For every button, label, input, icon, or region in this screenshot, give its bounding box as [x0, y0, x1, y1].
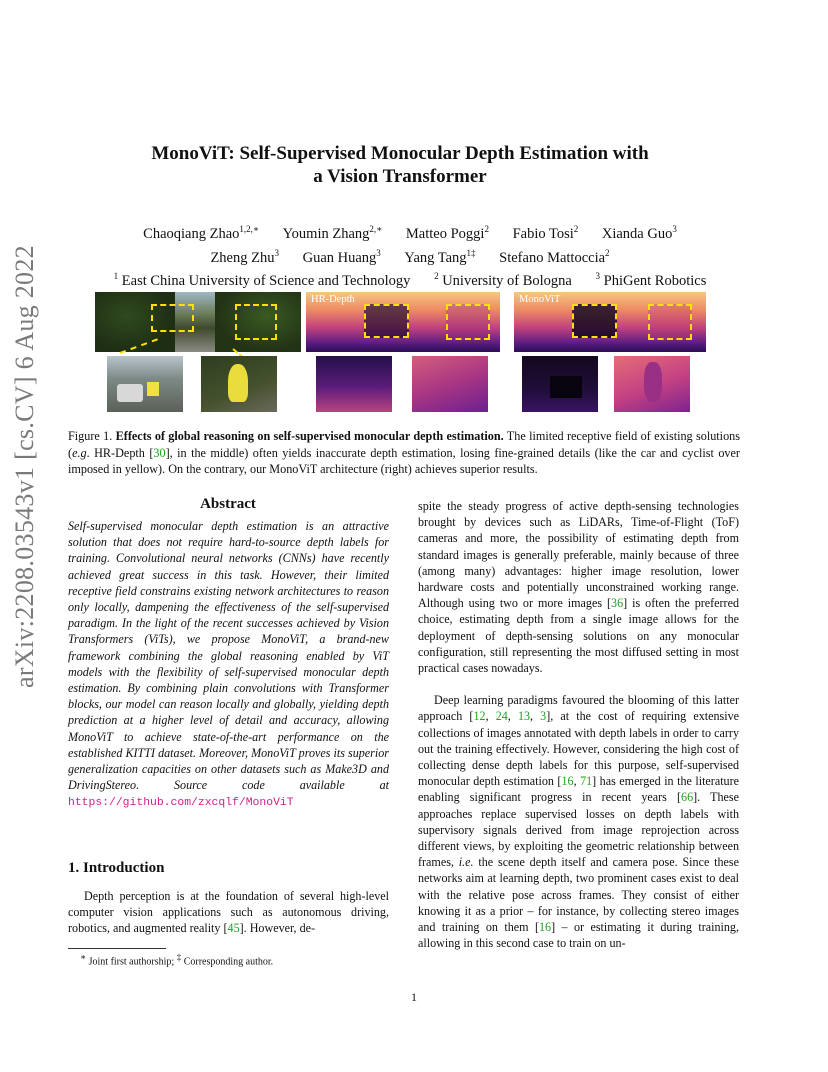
citation-link[interactable]: 30 — [153, 445, 166, 460]
citation-link[interactable]: 16 — [561, 774, 574, 789]
right-column-text — [418, 498, 739, 951]
hrdepth-crop-car — [316, 356, 392, 412]
authors-line-1 — [60, 220, 760, 244]
citation-link[interactable]: 36 — [611, 596, 624, 611]
footnote: ∗ Joint first authorship; ‡ Corresponding author. — [80, 952, 274, 968]
intro-paragraph: Depth perception is at the foundation of several high-level computer vision applications such as autonomous driving, robotics, and augmented reality [45]. However, de- — [68, 889, 389, 936]
citation-link[interactable]: 66 — [681, 790, 694, 805]
paragraph: Deep learning paradigms favoured the blooming of this latter approach [12, 24, 13, 3], at the cost of requiring extensive collections of images annotated with depth labels in order to carry out the training effectively. However, considering the high cost of collecting dense depth labels for this purpose, self-supervised monocular depth estimation [16, 71] has emerged in the literature enabling significant progress in recent years [66]. These approaches replace supervised losses on depth labels with supervisory signals derived from image reprojection across different views, by exploiting the geometric relationship between frames, i.e. the scene depth itself and camera pose. Since these networks aim at learning depth, two prominent cases exist to deal with the relative pose across frames. They consist of either knowing it as a prior – for instance, by collecting stereo images and training on them [16] – or estimating it during training, allowing in this second case to train on un- — [418, 693, 740, 951]
cyclist-highlight — [228, 364, 248, 402]
author: Stefano Mattoccia$^2$ — [499, 247, 610, 266]
abstract-heading: Abstract — [200, 496, 256, 512]
citation-link[interactable]: 71 — [580, 774, 593, 789]
citation-link[interactable]: 13 — [517, 709, 531, 724]
author: Youmin Zhang$^{2,∗}$ — [282, 224, 383, 242]
highlight-box — [235, 304, 277, 340]
hrdepth-depth-panel — [306, 292, 500, 352]
author: Fabio Tosi$^2$ — [512, 224, 579, 242]
affiliation: $^2$ University of Bologna — [434, 271, 572, 290]
highlight-box — [446, 304, 490, 340]
citation-link[interactable]: 45 — [227, 921, 240, 936]
title-line-2: a Vision Transformer — [313, 166, 487, 187]
car-depth-shape — [550, 376, 582, 398]
citation-link[interactable]: 16 — [539, 920, 552, 935]
affiliation: $^3$ PhiGent Robotics — [595, 271, 707, 290]
car-shape — [117, 384, 143, 402]
car-highlight — [147, 382, 159, 396]
panel-label: MonoViT — [519, 294, 561, 305]
paper-title — [120, 142, 680, 188]
section-heading: 1. Introduction — [68, 860, 165, 876]
author-block — [60, 220, 760, 291]
monovit-crop-cyclist — [614, 356, 690, 412]
rgb-crop-car — [107, 356, 183, 412]
highlight-box — [151, 304, 194, 332]
paragraph: spite the steady progress of active depth-sensing technologies brought by devices such as LiDARs, Time-of-Flight (ToF) cameras and more, the possibility of estimating depth from standard images is generally preferable, mainly because of three (among many) advantages: higher image resolution, lower hardware costs and potentially unconstrained working range. Although using two or more images [36] is often the preferred choice, estimating depth from a single image allows for the deployment of depth-sensing solutions on any monocular configuration, still representing the most diffused setting in most practical cases nowadays. — [418, 499, 739, 676]
page-number: 1 — [411, 990, 417, 1004]
highlight-box — [572, 304, 617, 338]
author: Yang Tang$^{1\ddagger}$ — [404, 247, 476, 266]
citation-link[interactable]: 3 — [540, 709, 547, 724]
rgb-image-panel — [95, 292, 301, 352]
affiliations — [60, 268, 760, 292]
panel-label: HR-Depth — [311, 294, 355, 305]
monovit-crop-car — [522, 356, 598, 412]
highlight-box — [364, 304, 409, 338]
author: Zheng Zhu$^3$ — [210, 247, 279, 266]
title-line-1: MonoViT: Self-Supervised Monocular Depth Estimation with — [151, 143, 649, 164]
citation-link[interactable]: 12 — [473, 709, 486, 724]
footnote-rule — [68, 948, 166, 949]
arxiv-stamp: arXiv:2208.03543v1 [cs.CV] 6 Aug 2022 — [10, 245, 39, 688]
author: Matteo Poggi$^2$ — [405, 224, 489, 242]
monovit-depth-panel — [514, 292, 706, 352]
affiliation: $^1$ East China University of Science and Technology — [113, 271, 411, 290]
hrdepth-crop-cyclist — [412, 356, 488, 412]
author: Xianda Guo$^3$ — [601, 224, 677, 242]
rgb-crop-cyclist — [201, 356, 277, 412]
highlight-box — [648, 304, 692, 340]
author: Chaoqiang Zhao$^{1,2,∗}$ — [143, 224, 260, 242]
author: Guan Huang$^3$ — [302, 247, 381, 266]
figure-caption: Figure 1. Effects of global reasoning on self-supervised monocular depth estimation. The limited receptive field of existing solutions (e.g. HR-Depth [30], in the middle) often yields inaccurate depth estimation, losing fine-grained details (like the car and cyclist over imposed in yellow). On the contrary, our MonoViT architecture (right) achieves superior results. — [68, 429, 741, 476]
source-code-link[interactable]: https://github.com/zxcqlf/MonoViT — [68, 797, 294, 810]
cyclist-depth-shape — [644, 362, 662, 402]
abstract-body: Self-supervised monocular depth estimation is an attractive solution that does not require hard-to-source depth labels for training. Convolutional neural networks (CNNs) have recently achieved great success in this task. However, their limited receptive field constrains existing network architectures to reason only locally, dampening the effectiveness of the self-supervised paradigm. In the light of the recent successes achieved by Vision Transformers (ViTs), we propose MonoViT, a brand-new framework combining the global reasoning enabled by ViT models with the flexibility of self-supervised monocular depth estimation. By combining plain convolutions with Transformer blocks, our model can reason locally and globally, yielding depth prediction at a higher level of detail and accuracy, allowing MonoViT to achieve state-of-the-art performance on the established KITTI dataset. Moreover, MonoViT proves its superior generalization capacities on other datasets such as Make3D and DrivingStereo. Source code available at https://github.com/zxcqlf/MonoViT — [68, 519, 389, 810]
authors-line-2 — [60, 244, 760, 268]
citation-link[interactable]: 24 — [495, 709, 508, 724]
